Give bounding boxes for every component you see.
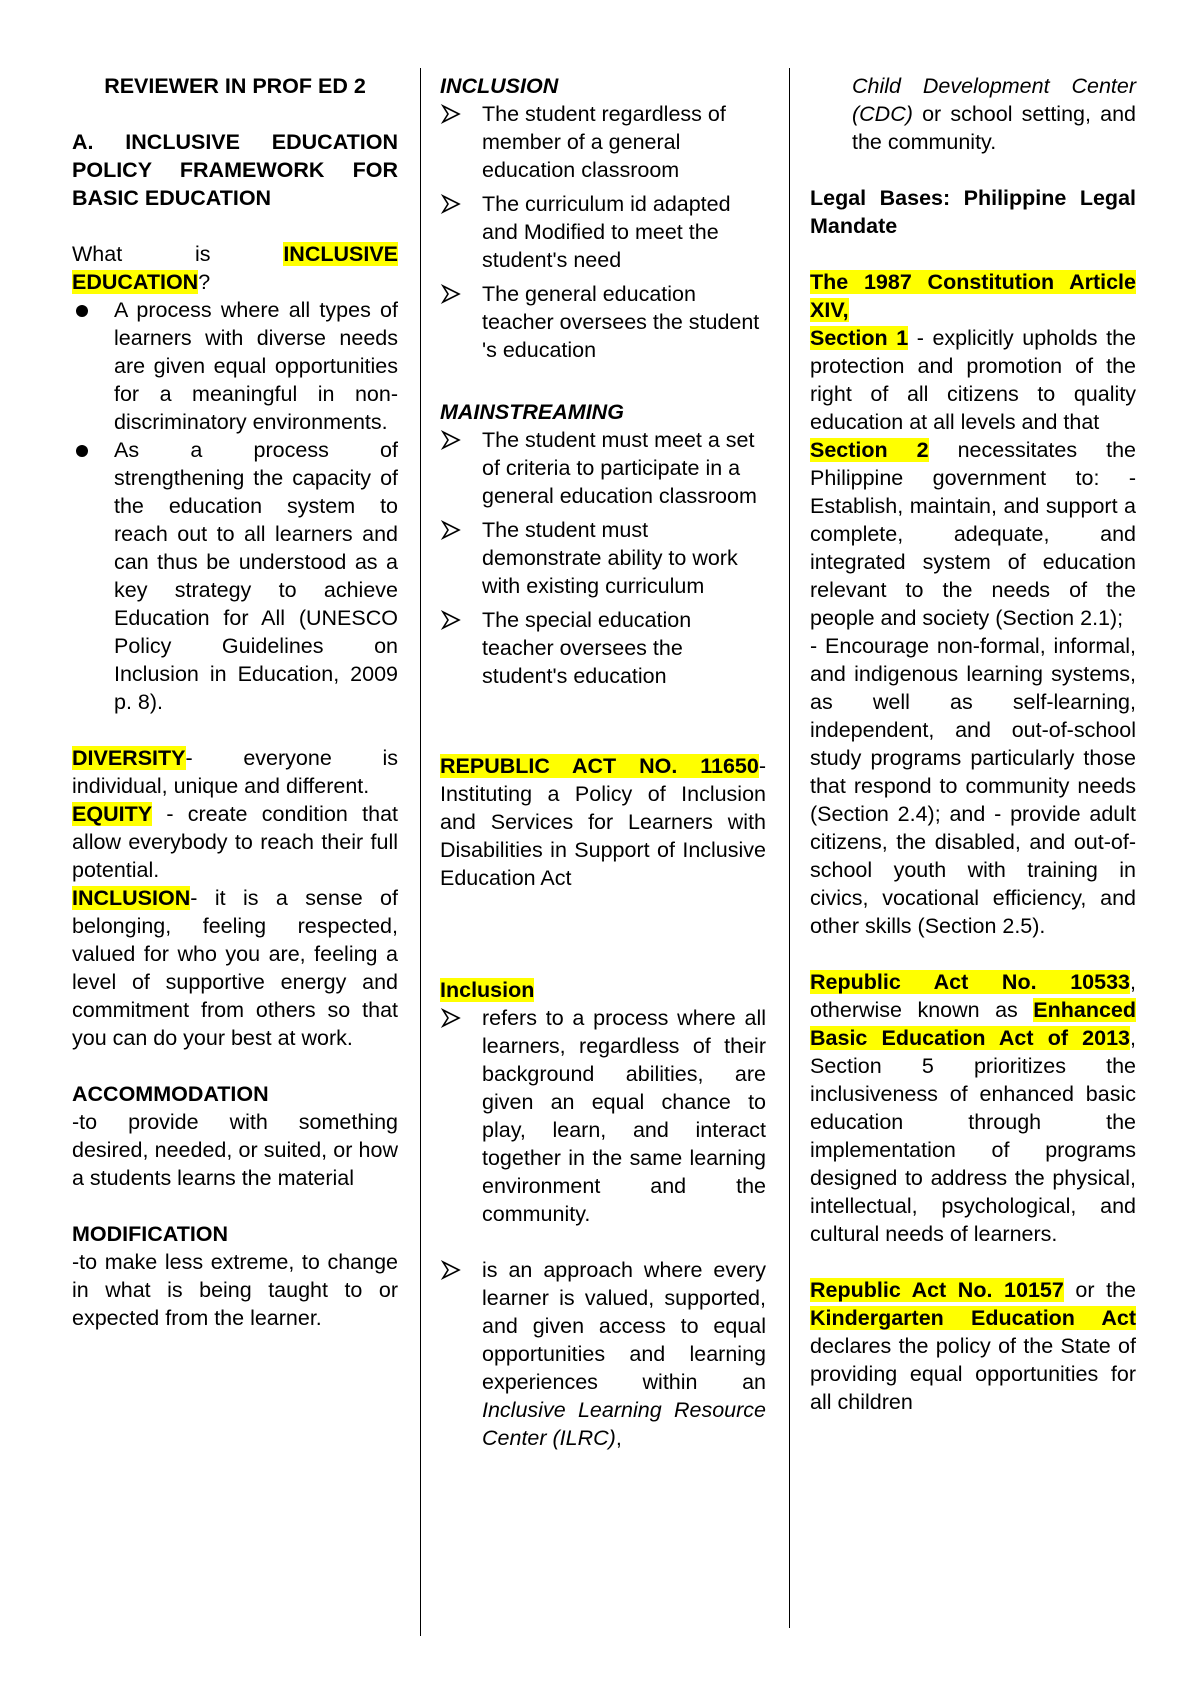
document-title: REVIEWER IN PROF ED 2	[104, 74, 366, 98]
list-item	[440, 426, 766, 510]
republic-act-11650-term: REPUBLIC ACT NO. 11650	[440, 754, 759, 778]
list-item-text: The student must meet a set of criteria to participate in a general education classroom	[482, 428, 757, 508]
list-item	[440, 100, 766, 184]
republic-act-10157-term: Republic Act No. 10157	[810, 1278, 1064, 1302]
diversity-term: DIVERSITY	[72, 746, 186, 770]
inclusion-list	[440, 100, 766, 364]
list-item	[72, 436, 398, 716]
inclusion-subheading-text: Inclusion	[440, 978, 535, 1002]
list-item-text: refers to a process where all learners, regardless of their background abilities, are given an equal chance to play, learn, and interact together in the same learning environment and the community.	[482, 1006, 766, 1226]
list-item	[72, 296, 398, 436]
column-3	[810, 72, 1136, 1416]
section-1-text: - explicitly upholds the protection and promotion of the right of all citizens to quality education at all levels and that	[810, 326, 1136, 434]
enhanced-basic-education-act-term: Enhanced Basic Education Act of 2013	[810, 998, 1136, 1050]
list-item	[440, 190, 766, 274]
section-2-text: necessitates the Philippine government to: - Establish, maintain, and support a complete, adequate, and integrated system of education relevant to the needs of the people and society (Section 2.1);	[810, 438, 1136, 630]
inclusion-approach-text: is an approach where every learner is valued, supported, and given access to equal opportunities and learning experiences within an	[482, 1258, 766, 1394]
modification-heading: MODIFICATION	[72, 1222, 229, 1246]
list-item	[440, 606, 766, 690]
section-1-term: Section 1	[810, 326, 909, 350]
modification-definition: -to make less extreme, to change in what is being taught to or expected from the learner.	[72, 1250, 398, 1330]
column-1	[72, 72, 398, 1332]
legal-bases-heading: Legal Bases: Philippine Legal Mandate	[810, 186, 1136, 238]
arrow-bullet-icon	[440, 283, 462, 305]
section-a-heading: A. INCLUSIVE EDUCATION POLICY FRAMEWORK FOR BASIC EDUCATION	[72, 130, 398, 210]
republic-act-10157-text: declares the policy of the State of providing equal opportunities for all children	[810, 1334, 1136, 1414]
inclusion-approach-end: ,	[615, 1426, 622, 1450]
list-item-text: The special education teacher oversees the student's education	[482, 608, 692, 688]
republic-act-11650-text: - Instituting a Policy of Inclusion and Services for Learners with Disabilities in Support of Inclusive Education Act	[440, 754, 766, 890]
diversity-definition	[72, 744, 398, 800]
section-1-paragraph	[810, 324, 1136, 436]
bullet-dot-icon	[76, 445, 88, 457]
list-item	[440, 280, 766, 364]
arrow-bullet-icon	[440, 519, 462, 541]
arrow-bullet-icon	[440, 429, 462, 451]
list-item	[440, 516, 766, 600]
bullet-text: As a process of strengthening the capacity of the education system to reach out to all learners and can thus be understood as a key strategy to achieve Education for All (UNESCO Policy Guidelines on Inclusion in Education, 2009 p. 8).	[114, 438, 398, 714]
inclusion-definition	[72, 884, 398, 1052]
republic-act-10533-mid: , otherwise known as	[810, 970, 1136, 1022]
list-item-text: The student regardless of member of a general education classroom	[482, 102, 726, 182]
section-2-continued: - Encourage non-formal, informal, and indigenous learning systems, as well as self-learning, independent, and out-of-school study programs particularly those that respond to community needs (Section 2.4); and - provide adult citizens, the disabled, and out-of-school youth with training in civics, vocational efficiency, and other skills (Section 2.5).	[810, 634, 1136, 938]
list-item-text	[482, 1256, 766, 1452]
arrow-bullet-icon	[440, 103, 462, 125]
arrow-bullet-icon	[440, 1259, 462, 1281]
inclusion-heading: INCLUSION	[440, 74, 559, 98]
question-prefix: What is	[72, 242, 284, 266]
inclusion-subheading	[440, 976, 766, 1004]
bullet-text: A process where all types of learners with diverse needs are given equal opportunities for a meaningful in non-discriminatory environments.	[114, 298, 398, 434]
republic-act-10533	[810, 968, 1136, 1248]
inclusive-education-bullets	[72, 296, 398, 716]
list-item	[440, 1256, 766, 1452]
constitution-heading-text: The 1987 Constitution Article XIV,	[810, 270, 1136, 322]
accommodation-heading: ACCOMMODATION	[72, 1082, 269, 1106]
section-2-paragraph	[810, 436, 1136, 632]
republic-act-11650	[440, 752, 766, 892]
inclusion-term: INCLUSION	[72, 886, 191, 910]
equity-term: EQUITY	[72, 802, 153, 826]
equity-definition	[72, 800, 398, 884]
republic-act-10533-text: , Section 5 prioritizes the inclusiveness of enhanced basic education through the implementation of programs designed to address the physical, intellectual, psychological, and cultural needs of learners.	[810, 1026, 1136, 1246]
arrow-bullet-icon	[440, 193, 462, 215]
ilrc-text: Inclusive Learning Resource Center (ILRC)	[482, 1398, 766, 1450]
inclusive-education-question	[72, 240, 398, 296]
constitution-heading	[810, 268, 1136, 324]
accommodation-definition: -to provide with something desired, needed, or suited, or how a students learns the material	[72, 1110, 398, 1190]
list-item-text: The curriculum id adapted and Modified to meet the student's need	[482, 192, 731, 272]
republic-act-10157-mid: or the	[1063, 1278, 1136, 1302]
arrow-bullet-icon	[440, 609, 462, 631]
column-2	[440, 72, 766, 1452]
inclusion-definition-list	[440, 1004, 766, 1452]
bullet-dot-icon	[76, 305, 88, 317]
mainstreaming-heading: MAINSTREAMING	[440, 400, 624, 424]
list-item	[440, 1004, 766, 1228]
arrow-bullet-icon	[440, 1007, 462, 1029]
republic-act-10157	[810, 1276, 1136, 1416]
question-suffix: ?	[198, 270, 211, 294]
mainstreaming-list	[440, 426, 766, 690]
column-divider-1	[420, 68, 421, 1636]
cdc-text: Child Development Center (CDC)	[852, 74, 1136, 126]
list-item-text: The student must demonstrate ability to work with existing curriculum	[482, 518, 738, 598]
continued-plain-text: or school setting, and the community.	[852, 102, 1136, 154]
inclusion-text: - it is a sense of belonging, feeling respected, valued for who you are, feeling a level of supportive energy and commitment from others so that you can do your best at work.	[72, 886, 398, 1050]
list-item-text: The general education teacher oversees the student 's education	[482, 282, 760, 362]
column-divider-2	[789, 68, 790, 1628]
equity-text: - create condition that allow everybody to reach their full potential.	[72, 802, 398, 882]
continued-text	[810, 72, 1136, 156]
kindergarten-education-act-term: Kindergarten Education Act	[810, 1306, 1136, 1330]
section-2-term: Section 2	[810, 438, 929, 462]
inclusive-education-term: INCLUSIVE EDUCATION	[72, 242, 398, 294]
republic-act-10533-term: Republic Act No. 10533	[810, 970, 1131, 994]
diversity-text: - everyone is individual, unique and different.	[72, 746, 398, 798]
